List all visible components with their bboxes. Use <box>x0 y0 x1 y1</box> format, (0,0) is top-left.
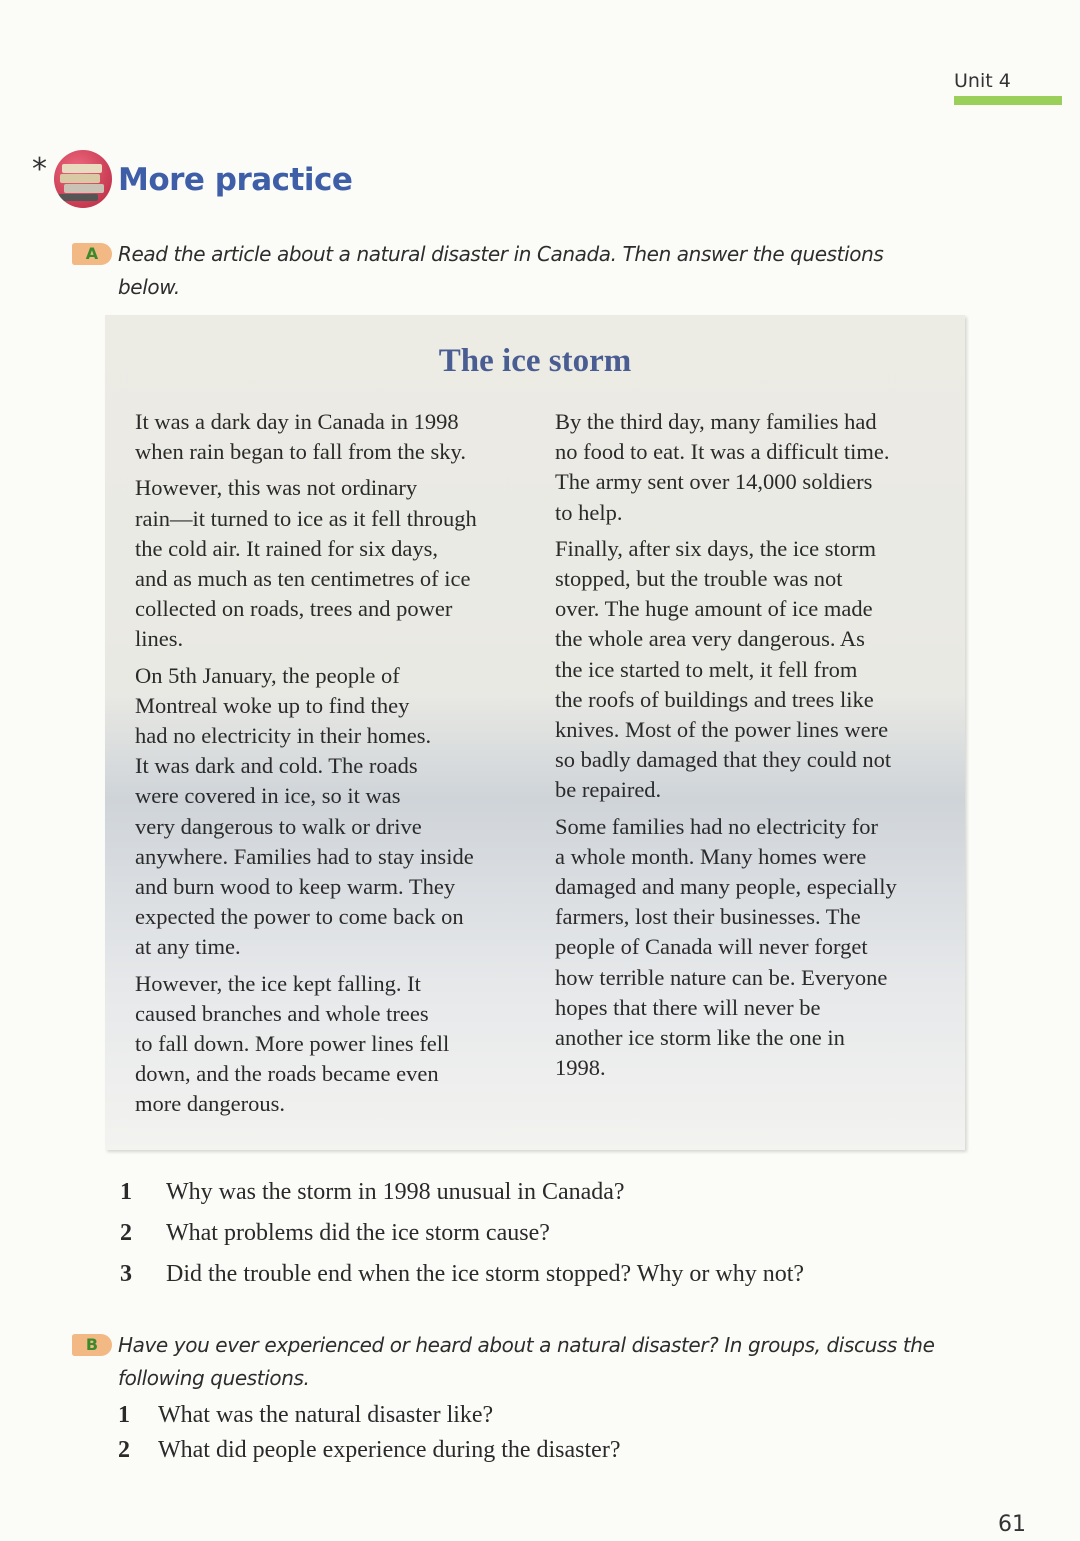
article-line: the ice started to melt, it fell from <box>555 656 858 682</box>
article-line: Some families had no electricity for <box>555 813 879 839</box>
question-item <box>118 1437 620 1464</box>
article-line: collected on roads, trees and power <box>135 596 453 622</box>
article-line: down, and the roads became even <box>135 1061 439 1087</box>
article-line: the whole area very dangerous. As <box>555 626 865 652</box>
article-line: at any time. <box>135 934 241 960</box>
article-line: expected the power to come back on <box>135 904 464 930</box>
article-line: a whole month. Many homes were <box>555 843 867 869</box>
article-line: over. The huge amount of ice made <box>555 596 873 622</box>
exercise-a-instruction: Read the article about a natural disaster in Canada. Then answer the questions below. <box>118 242 884 299</box>
article-line: However, this was not ordinary <box>135 475 418 501</box>
exercise-b-badge: B <box>72 1334 112 1356</box>
unit-bar <box>954 96 1062 105</box>
article-line: another ice storm like the one in <box>555 1025 845 1051</box>
question-item <box>118 1402 493 1429</box>
article-line: By the third day, many families had <box>555 409 877 434</box>
article-line: were covered in ice, so it was <box>135 783 401 809</box>
article-line: be repaired. <box>555 777 662 803</box>
question-number: 2 <box>118 1437 130 1463</box>
article-line: how terrible nature can be. Everyone <box>555 964 888 990</box>
question-item <box>120 1220 550 1247</box>
article-paragraph <box>555 407 897 528</box>
article-line: to fall down. More power lines fell <box>135 1031 450 1057</box>
article-paragraph <box>135 473 477 654</box>
page-number: 61 <box>998 1512 1026 1537</box>
article-line: stopped, but the trouble was not <box>555 566 843 592</box>
article-line: the roofs of buildings and trees like <box>555 686 874 712</box>
article-line: hopes that there will never be <box>555 994 821 1020</box>
article-line: On 5th January, the people of <box>135 662 400 688</box>
question-item <box>120 1179 625 1206</box>
article-right-column <box>555 407 897 1089</box>
article-title: The ice storm <box>438 343 632 379</box>
article-line: lines. <box>135 626 184 652</box>
question-text: What was the natural disaster like? <box>158 1402 494 1428</box>
question-number: 3 <box>120 1261 132 1287</box>
article-line: knives. Most of the power lines were <box>555 717 889 743</box>
section-title: More practice <box>118 162 353 198</box>
article-paragraph <box>555 812 897 1084</box>
article-paragraph <box>135 969 477 1120</box>
question-text: What problems did the ice storm cause? <box>166 1220 550 1246</box>
article-line: rain—it turned to ice as it fell through <box>135 505 477 531</box>
article-paragraph <box>135 407 477 467</box>
article-line: and as much as ten centimetres of ice <box>135 566 471 592</box>
question-number: 1 <box>118 1402 130 1428</box>
question-text: Did the trouble end when the ice storm stopped? Why or why not? <box>166 1261 805 1287</box>
article-line: farmers, lost their businesses. The <box>555 904 861 930</box>
article-line: no food to eat. It was a difficult time. <box>555 439 890 465</box>
article-line: to help. <box>555 499 623 525</box>
article-paragraph <box>555 534 897 806</box>
question-text: Why was the storm in 1998 unusual in Canada? <box>166 1179 625 1205</box>
article-box <box>105 315 965 1150</box>
article-line: the cold air. It rained for six days, <box>135 535 439 561</box>
article-line: more dangerous. <box>135 1091 285 1117</box>
optional-star: * <box>32 152 47 187</box>
article-left-column <box>135 407 477 1126</box>
exercise-b-instruction: Have you ever experienced or heard about a natural disaster? In groups, discuss the following questions. <box>118 1333 935 1390</box>
unit-label: Unit 4 <box>954 70 1011 92</box>
article-line: 1998. <box>555 1055 606 1081</box>
question-item <box>120 1261 804 1288</box>
article-line: The army sent over 14,000 soldiers <box>555 469 873 495</box>
article-line: people of Canada will never forget <box>555 934 868 960</box>
question-number: 1 <box>120 1179 132 1205</box>
article-line: Finally, after six days, the ice storm <box>555 535 876 561</box>
article-line: damaged and many people, especially <box>555 874 897 900</box>
article-line: It was a dark day in Canada in 1998 <box>135 409 459 434</box>
article-paragraph <box>135 661 477 963</box>
article-line: However, the ice kept falling. It <box>135 970 421 996</box>
article-line: very dangerous to walk or drive <box>135 813 422 839</box>
article-line: so badly damaged that they could not <box>555 747 892 773</box>
article-line: anywhere. Families had to stay inside <box>135 843 474 869</box>
article-line: caused branches and whole trees <box>135 1000 429 1026</box>
article-line: when rain began to fall from the sky. <box>135 439 466 465</box>
books-icon <box>54 150 112 208</box>
question-number: 2 <box>120 1220 132 1246</box>
question-text: What did people experience during the disaster? <box>158 1437 621 1463</box>
article-line: and burn wood to keep warm. They <box>135 874 456 900</box>
article-line: had no electricity in their homes. <box>135 723 432 749</box>
article-line: Montreal woke up to find they <box>135 692 410 718</box>
article-line: It was dark and cold. The roads <box>135 753 418 779</box>
exercise-a-badge: A <box>72 243 112 265</box>
